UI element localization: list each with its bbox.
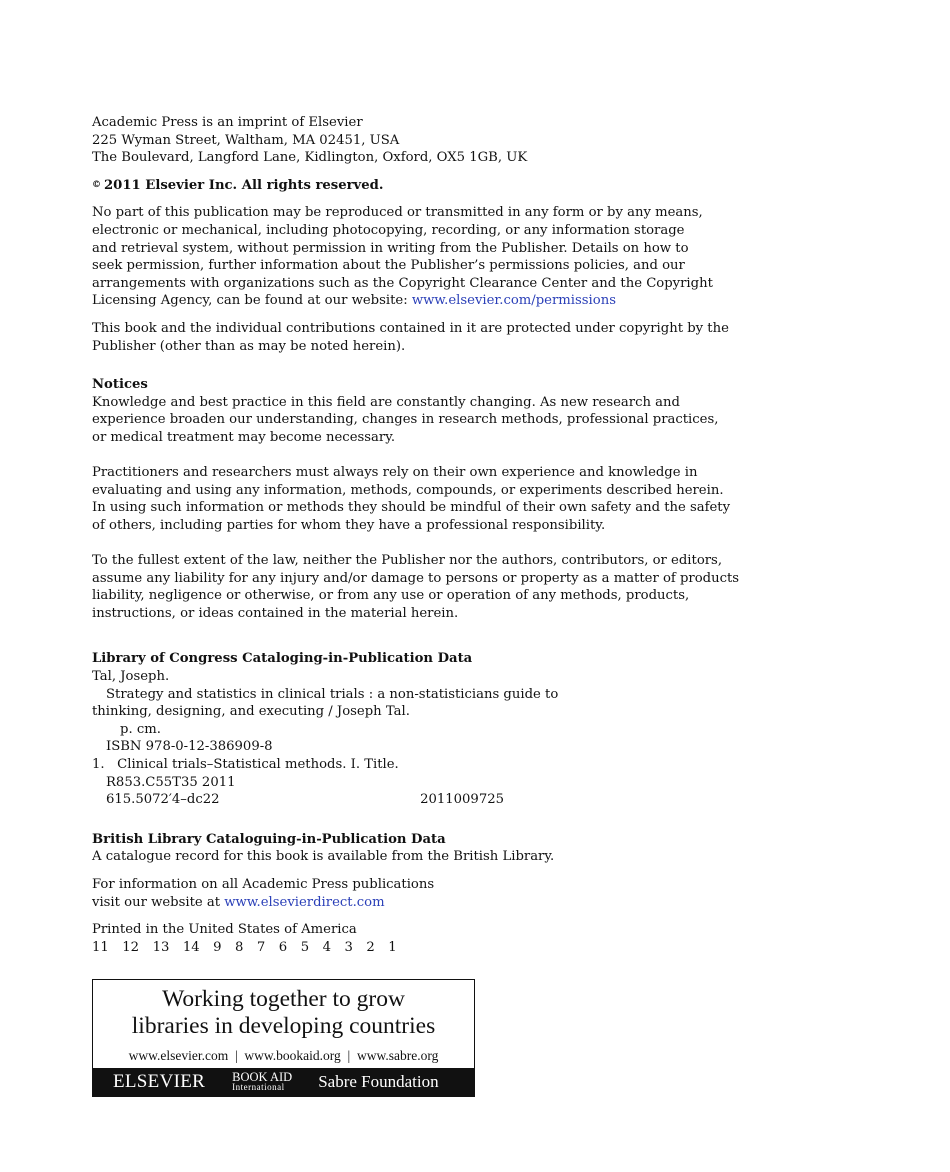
copyright-symbol: © bbox=[92, 179, 101, 190]
permissions-paragraph bbox=[92, 204, 713, 310]
cip-author: Tal, Joseph. bbox=[92, 669, 170, 685]
notices-heading: Notices bbox=[92, 377, 148, 393]
permissions-line: arrangements with organizations such as the Copyright Clearance Center and the Copyright bbox=[92, 275, 713, 291]
print-number: 1 bbox=[388, 939, 397, 955]
imprint-line: Academic Press is an imprint of Elsevier bbox=[92, 115, 363, 130]
cip-subject: 1. Clinical trials–Statistical methods. I. Title. bbox=[92, 757, 399, 772]
notices-line: evaluating and using any information, methods, compounds, or experiments described herein. bbox=[92, 482, 724, 498]
book-aid-urls: www.elsevier.com | www.bookaid.org | www.sabre.org bbox=[128, 1048, 439, 1063]
print-number: 14 bbox=[182, 939, 200, 955]
permissions-link[interactable]: www.elsevier.com/permissions bbox=[411, 293, 616, 309]
cip-dewey-row bbox=[92, 791, 504, 809]
bl-cip-text: A catalogue record for this book is available from the British Library. bbox=[92, 849, 555, 865]
cip-lccn: 2011009725 bbox=[420, 792, 504, 808]
notices-line: In using such information or methods they should be mindful of their own safety and the safety bbox=[92, 500, 731, 516]
print-number: 5 bbox=[300, 939, 310, 955]
printed-in: Printed in the United States of America bbox=[92, 922, 357, 938]
loc-cip-record bbox=[92, 668, 692, 809]
bl-cip-heading: British Library Cataloguing-in-Publication Data bbox=[92, 831, 446, 847]
info-line-1: For information on all Academic Press publications bbox=[92, 876, 435, 892]
book-aid-title bbox=[93, 986, 474, 1040]
notices-line: experience broaden our understanding, changes in research methods, professional practices, bbox=[92, 412, 719, 428]
print-number: 7 bbox=[256, 939, 266, 955]
book-aid-logo-bar bbox=[93, 1068, 474, 1096]
notices-paragraph-3 bbox=[92, 552, 740, 622]
book-aid-logo-bottom: International bbox=[232, 1082, 285, 1092]
notices-paragraph-1 bbox=[92, 394, 719, 447]
book-aid-banner bbox=[92, 979, 475, 1097]
copyright-page bbox=[92, 114, 740, 956]
print-number: 2 bbox=[366, 939, 375, 955]
cip-title-line-1: Strategy and statistics in clinical trials : a non-statisticians guide to bbox=[106, 686, 559, 702]
book-aid-logo-top: BOOK AID bbox=[232, 1070, 293, 1084]
copyright-text: 2011 Elsevier Inc. All rights reserved. bbox=[104, 177, 384, 193]
cip-call-number: R853.C55T35 2011 bbox=[106, 774, 236, 790]
permissions-line: seek permission, further information about the Publisher’s permissions policies, and our bbox=[92, 258, 685, 274]
elsevierdirect-link[interactable]: www.elsevierdirect.com bbox=[224, 894, 385, 910]
notices-line: assume any liability for any injury and/or damage to persons or property as a matter of products bbox=[92, 570, 740, 586]
address-line-2: The Boulevard, Langford Lane, Kidlington, Oxford, OX5 1GB, UK bbox=[92, 150, 528, 166]
notices-paragraph-2 bbox=[92, 464, 731, 534]
cip-pages: p. cm. bbox=[120, 721, 161, 737]
print-number: 8 bbox=[235, 939, 244, 955]
permissions-line bbox=[92, 292, 692, 310]
book-aid-title-line-1: Working together to grow bbox=[162, 986, 405, 1012]
notices-line: Practitioners and researchers must always rely on their own experience and knowledge in bbox=[92, 465, 698, 481]
book-aid-logo bbox=[232, 1072, 292, 1092]
print-number: 4 bbox=[322, 939, 331, 955]
book-aid-title-line-2: libraries in developing countries bbox=[131, 1013, 436, 1039]
loc-cip-heading: Library of Congress Cataloging-in-Publication Data bbox=[92, 651, 473, 667]
permissions-last-line-text: Licensing Agency, can be found at our website: bbox=[92, 293, 412, 309]
print-number: 11 bbox=[92, 939, 109, 955]
copyright-notice bbox=[92, 177, 692, 195]
cip-title-line-2: thinking, designing, and executing / Joseph Tal. bbox=[92, 704, 410, 720]
notices-line: of others, including parties for whom they have a professional responsibility. bbox=[92, 517, 606, 533]
protection-line: Publisher (other than as may be noted herein). bbox=[92, 338, 406, 354]
notices-line: Knowledge and best practice in this field are constantly changing. As new research and bbox=[92, 394, 680, 410]
info-line-2-text: visit our website at bbox=[92, 894, 225, 910]
notices-line: liability, negligence or otherwise, or from any use or operation of any methods, products, bbox=[92, 588, 690, 604]
permissions-line: No part of this publication may be reproduced or transmitted in any form or by any means, bbox=[92, 205, 703, 221]
print-number: 6 bbox=[278, 939, 288, 955]
printing-number-line bbox=[92, 939, 692, 957]
protection-line: This book and the individual contributions contained in it are protected under copyright by the bbox=[92, 320, 729, 336]
notices-line: To the fullest extent of the law, neither the Publisher nor the authors, contributors, or editors, bbox=[92, 553, 723, 569]
notices-line: instructions, or ideas contained in the material herein. bbox=[92, 605, 459, 621]
protection-paragraph bbox=[92, 320, 729, 355]
permissions-line: and retrieval system, without permission in writing from the Publisher. Details on how to bbox=[92, 240, 689, 256]
elsevier-logo: ELSEVIER bbox=[113, 1071, 206, 1092]
cip-isbn: ISBN 978-0-12-386909-8 bbox=[106, 739, 273, 755]
info-line-2 bbox=[92, 894, 692, 912]
print-number: 9 bbox=[213, 939, 222, 955]
sabre-foundation-logo: Sabre Foundation bbox=[318, 1072, 439, 1091]
print-number: 12 bbox=[122, 939, 140, 955]
permissions-line: electronic or mechanical, including photocopying, recording, or any information storage bbox=[92, 222, 685, 238]
address-line-1: 225 Wyman Street, Waltham, MA 02451, USA bbox=[92, 132, 400, 148]
notices-line: or medical treatment may become necessary. bbox=[92, 429, 396, 445]
cip-dewey: 615.5072′4–dc22 bbox=[106, 792, 220, 808]
print-number: 3 bbox=[344, 939, 353, 955]
print-number: 13 bbox=[152, 939, 170, 955]
